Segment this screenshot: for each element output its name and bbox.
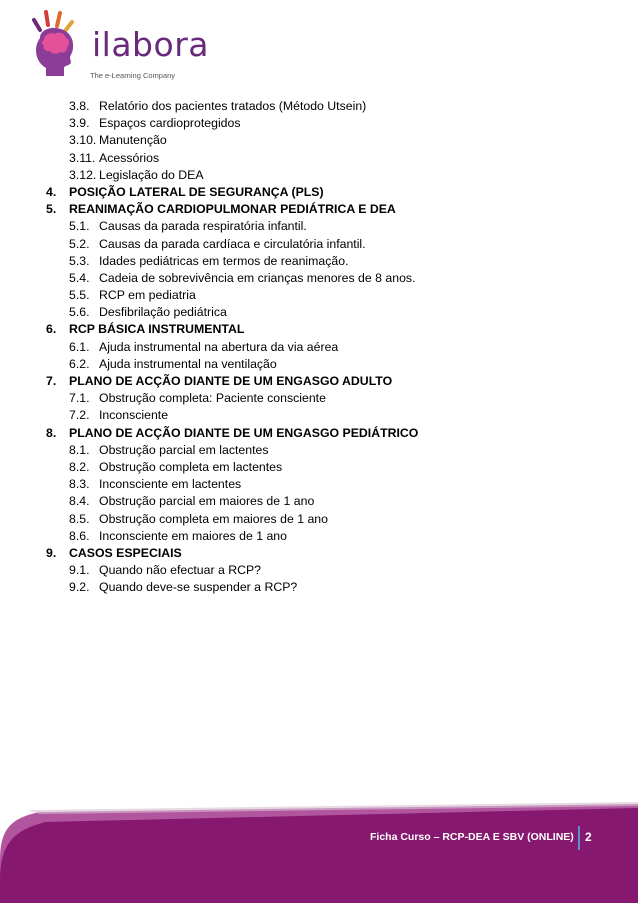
toc-number: 7. (46, 374, 57, 388)
toc-number: 7.1. (69, 391, 90, 406)
toc-subsection (46, 511, 606, 528)
toc-subsection (46, 270, 606, 287)
toc-title: Relatório dos pacientes tratados (Método Utsein) (99, 99, 367, 113)
footer-divider (578, 826, 580, 850)
toc-title: Manutenção (99, 133, 167, 148)
toc-number: 5. (46, 202, 57, 217)
toc-subsection (46, 98, 606, 115)
toc-title: Inconsciente (99, 408, 169, 423)
logo-wordmark: ilabora (92, 25, 209, 64)
toc-number: 3.8. (69, 99, 90, 113)
toc-title: Inconsciente em maiores de 1 ano (99, 528, 287, 543)
footer-wave-shape (0, 790, 638, 903)
toc-title: RCP em pediatria (99, 288, 196, 303)
toc-number: 8.4. (69, 494, 90, 509)
toc-section (46, 201, 606, 218)
toc-title: Ajuda instrumental na abertura da via aérea (99, 339, 339, 354)
toc-subsection (46, 356, 606, 373)
toc-number: 8.5. (69, 511, 90, 526)
toc-number: 6.2. (69, 356, 90, 371)
toc-number: 5.1. (69, 219, 90, 234)
toc-title: Causas da parada respiratória infantil. (99, 219, 307, 234)
footer-band (0, 790, 638, 903)
toc-number: 8. (46, 425, 57, 440)
toc-subsection (46, 132, 606, 149)
toc-title: Obstrução completa em maiores de 1 ano (99, 511, 328, 526)
toc-number: 3.11. (69, 150, 96, 165)
toc-subsection (46, 253, 606, 270)
toc-title: RCP BÁSICA INSTRUMENTAL (69, 322, 245, 337)
toc-section (46, 321, 606, 338)
toc-number: 4. (46, 184, 57, 199)
head-brain-logo-icon (20, 8, 90, 80)
toc-section (46, 184, 606, 201)
toc-title: Cadeia de sobrevivência em crianças menores de 8 anos. (99, 270, 416, 285)
toc-title: Obstrução completa em lactentes (99, 459, 283, 474)
toc-title: Obstrução completa: Paciente consciente (99, 391, 326, 406)
toc-number: 8.3. (69, 477, 90, 492)
toc-number: 5.5. (69, 288, 90, 303)
toc-number: 5.4. (69, 270, 90, 285)
toc-title: Inconsciente em lactentes (99, 477, 242, 492)
footer-course-title: Ficha Curso – RCP-DEA E SBV (ONLINE) (370, 831, 574, 843)
toc-title: Idades pediátricas em termos de reanimação. (99, 253, 349, 268)
toc-subsection (46, 493, 606, 510)
toc-subsection (46, 150, 606, 167)
toc-number: 5.6. (69, 305, 90, 320)
toc-title: Obstrução parcial em maiores de 1 ano (99, 494, 315, 509)
toc-subsection (46, 115, 606, 132)
toc-number: 3.9. (69, 116, 90, 131)
toc-number: 7.2. (69, 408, 90, 423)
toc-subsection (46, 339, 606, 356)
toc-subsection (46, 442, 606, 459)
toc-title: PLANO DE ACÇÃO DIANTE DE UM ENGASGO ADULTO (69, 374, 393, 388)
toc-subsection (46, 476, 606, 493)
toc-subsection (46, 579, 606, 596)
toc-number: 5.3. (69, 253, 90, 268)
toc-title: Espaços cardioprotegidos (99, 116, 241, 131)
toc-title: POSIÇÃO LATERAL DE SEGURANÇA (PLS) (69, 184, 324, 199)
logo-tagline: The e-Learning Company (90, 71, 176, 80)
toc-number: 6.1. (69, 339, 90, 354)
toc-subsection (46, 287, 606, 304)
toc-section (46, 425, 606, 442)
toc-number: 3.12. (69, 167, 97, 182)
page-number: 2 (585, 830, 592, 844)
toc-number: 6. (46, 322, 57, 337)
toc-title: Acessórios (99, 150, 160, 165)
toc-section (46, 373, 606, 390)
toc-title: CASOS ESPECIAIS (69, 545, 182, 560)
toc-number: 8.1. (69, 442, 90, 457)
toc-subsection (46, 218, 606, 235)
toc-subsection (46, 304, 606, 321)
toc-number: 8.2. (69, 459, 90, 474)
toc-title: Causas da parada cardíaca e circulatória infantil. (99, 236, 366, 251)
toc-subsection (46, 562, 606, 579)
toc-subsection (46, 407, 606, 424)
toc-subsection (46, 236, 606, 253)
toc-title: REANIMAÇÃO CARDIOPULMONAR PEDIÁTRICA E DEA (69, 202, 396, 217)
toc-number: 9.1. (69, 563, 90, 578)
toc-title: Legislação do DEA (99, 167, 204, 182)
toc-title: Desfibrilação pediátrica (99, 305, 227, 320)
company-logo (20, 8, 209, 80)
toc-title: Quando deve-se suspender a RCP? (99, 580, 298, 595)
toc-title: PLANO DE ACÇÃO DIANTE DE UM ENGASGO PEDIÁTRICO (69, 425, 419, 440)
toc-subsection (46, 459, 606, 476)
toc-subsection (46, 528, 606, 545)
toc-subsection (46, 167, 606, 184)
toc-title: Obstrução parcial em lactentes (99, 442, 269, 457)
table-of-contents (46, 98, 606, 596)
toc-number: 9. (46, 545, 57, 560)
toc-subsection (46, 390, 606, 407)
toc-number: 9.2. (69, 580, 90, 595)
toc-title: Ajuda instrumental na ventilação (99, 356, 277, 371)
toc-number: 3.10. (69, 133, 97, 148)
toc-section (46, 545, 606, 562)
toc-number: 8.6. (69, 528, 90, 543)
toc-number: 5.2. (69, 236, 90, 251)
toc-title: Quando não efectuar a RCP? (99, 563, 262, 578)
